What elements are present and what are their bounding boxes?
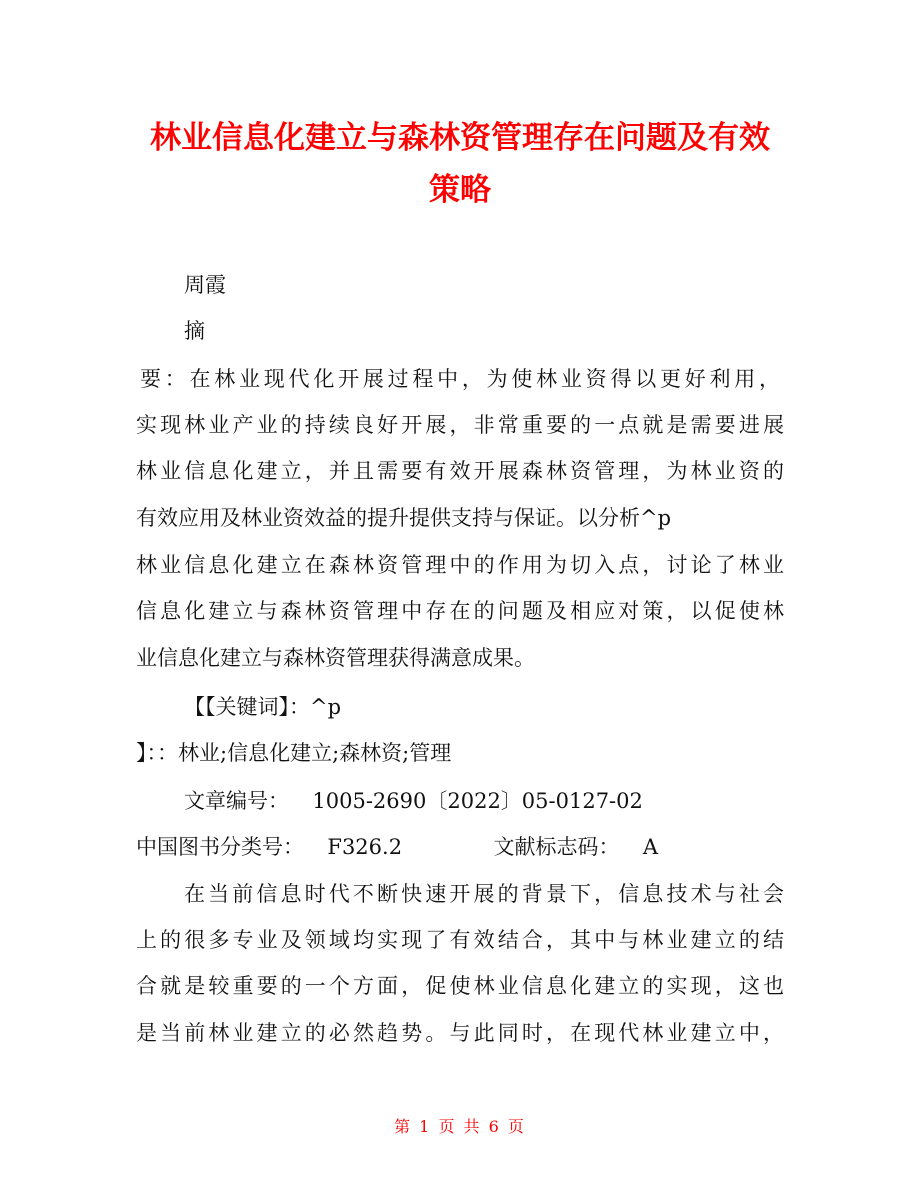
abstract-line: 林业信息化建立在森林资管理中的作用为切入点，讨论了林业 [136, 553, 784, 577]
article-number [184, 786, 643, 816]
classification-row [136, 832, 658, 862]
title-line-2: 策略 [429, 172, 491, 208]
doc-code-label: 文献标志码： [493, 835, 620, 859]
page-footer: 第 1 页 共 6 页 [394, 1117, 526, 1136]
title-line-1: 林业信息化建立与森林资管理存在问题及有效 [150, 120, 770, 156]
clc-value: F326.2 [327, 835, 403, 859]
body-line: 在当前信息时代不断快速开展的背景下，信息技术与社会 [184, 882, 784, 906]
keywords-label: 【【关键词】：^p [184, 695, 342, 719]
abstract-label: 摘 [184, 319, 205, 343]
abstract-line: 林业信息化建立，并且需要有效开展森林资管理，为林业资的 [136, 459, 784, 483]
abstract-line: 信息化建立与森林资管理中存在的问题及相应对策，以促使林 [136, 599, 784, 623]
article-number-value: 1005-2690〔2022〕05-0127-02 [312, 789, 643, 813]
abstract-line: 实现林业产业的持续良好开展，非常重要的一点就是需要进展 [136, 413, 784, 437]
doc-code-value: A [642, 835, 658, 859]
body-line: 是当前林业建立的必然趋势。与此同时，在现代林业建立中， [136, 1021, 784, 1045]
clc-label: 中国图书分类号： [136, 835, 304, 859]
abstract-line: 有效应用及林业资效益的提升提供支持与保证。以分析^p [136, 506, 672, 530]
body-line: 上的很多专业及领域均实现了有效结合，其中与林业建立的结 [136, 928, 784, 952]
body-line: 合就是较重要的一个方面，促使林业信息化建立的实现，这也 [136, 974, 784, 998]
keywords-line: 】：：林业;信息化建立;森林资;管理 [136, 741, 452, 765]
article-number-label: 文章编号： [184, 789, 289, 813]
author: 周霞 [184, 273, 226, 297]
abstract-line: 业信息化建立与森林资管理获得满意成果。 [136, 646, 535, 670]
abstract-line: 要：在林业现代化开展过程中，为使林业资得以更好利用， [140, 367, 780, 391]
